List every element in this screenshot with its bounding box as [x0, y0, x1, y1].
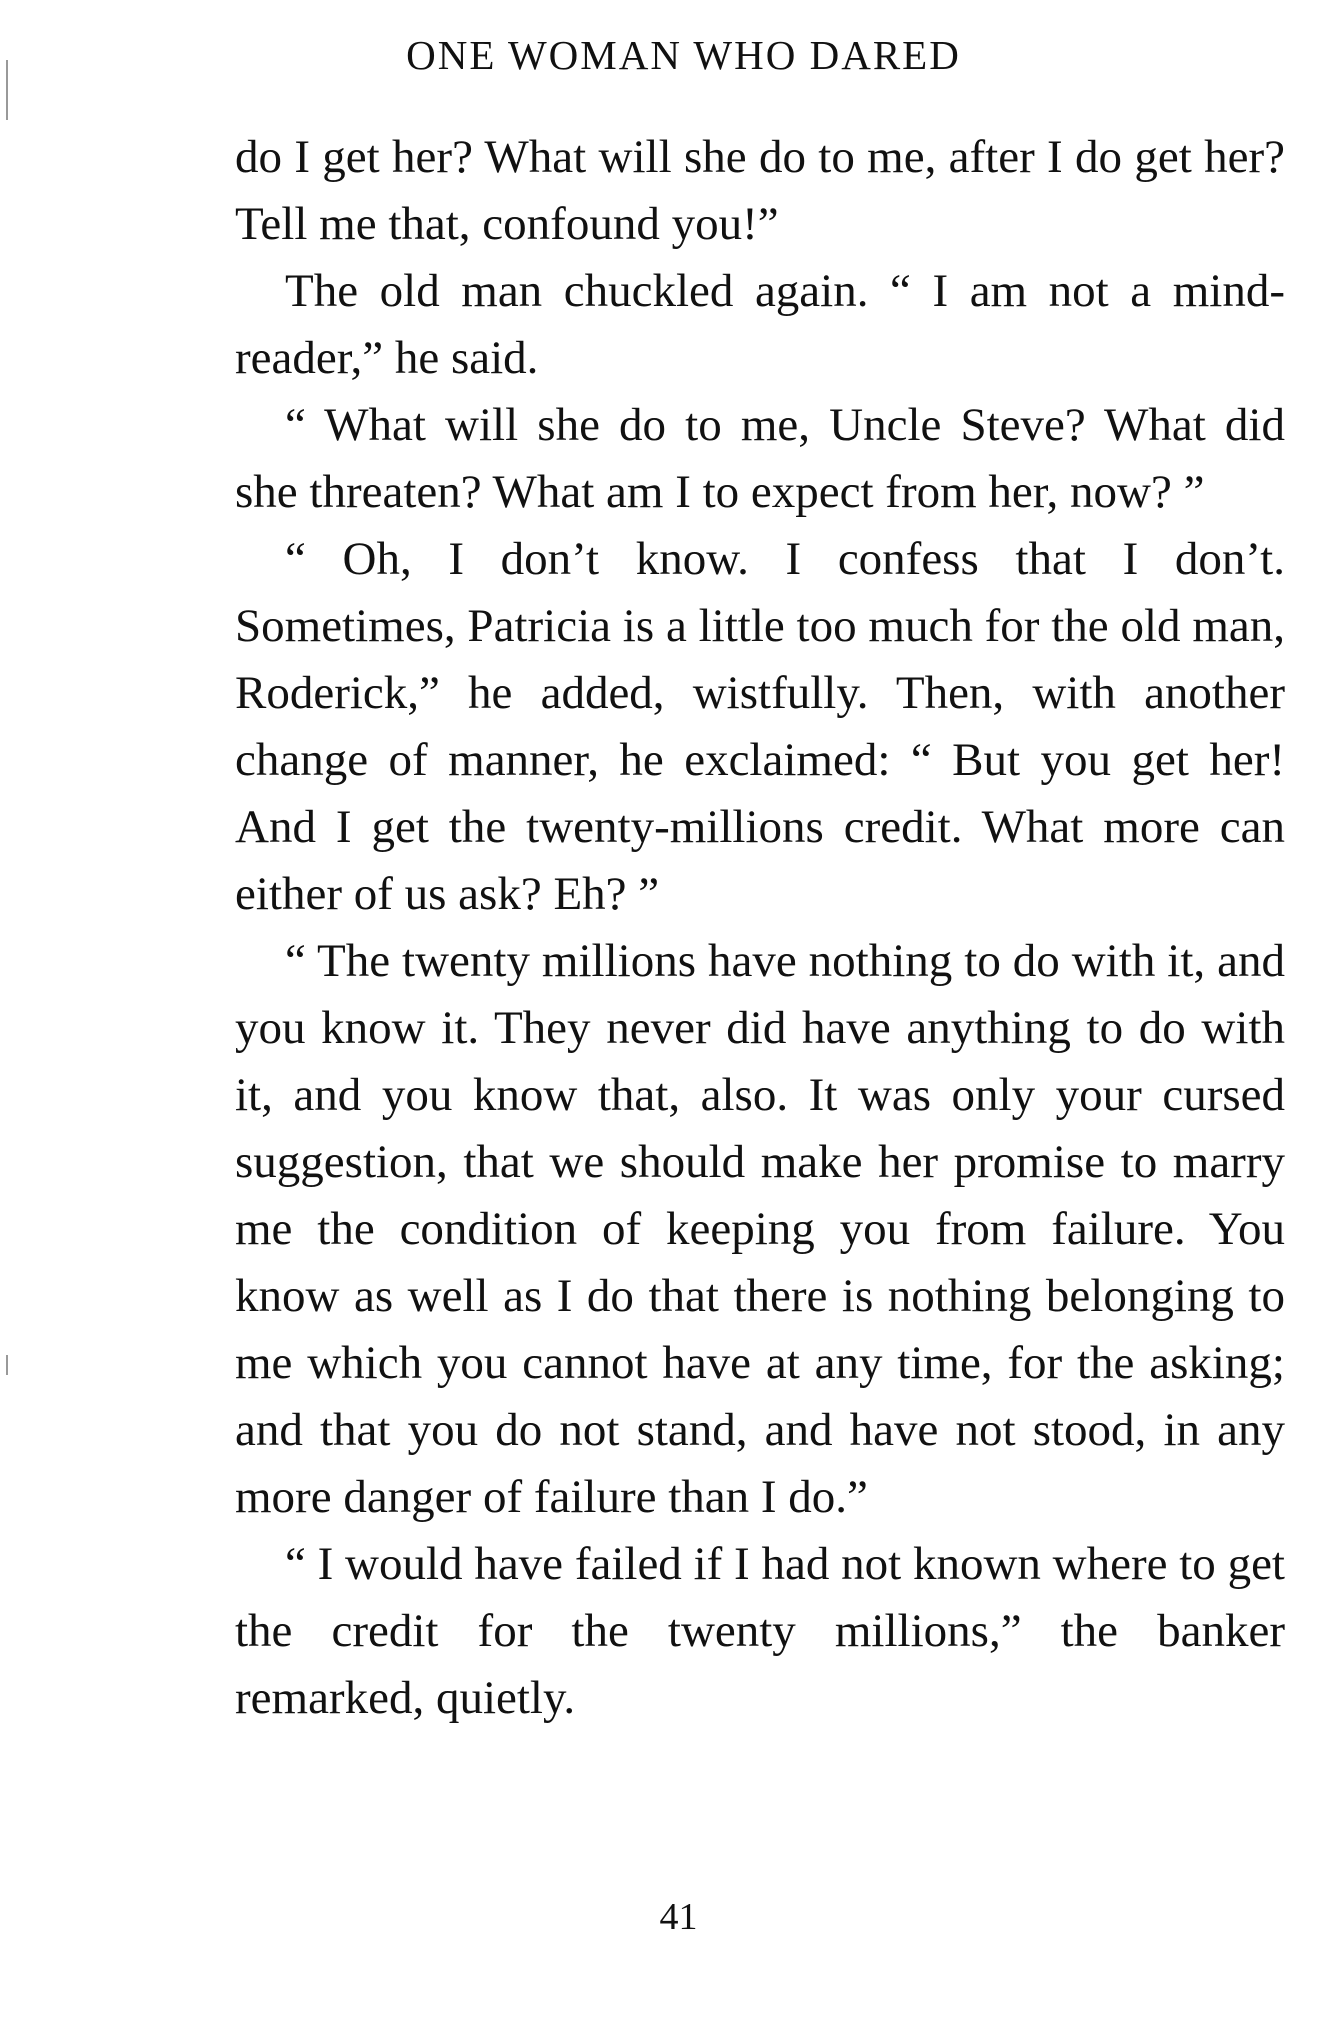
page-number: 41 — [659, 1896, 698, 1938]
paragraph: do I get her? What will she do to me, after I do get her? Tell me that, confound you!” — [235, 131, 1285, 250]
scan-edge-mark — [6, 1355, 8, 1375]
paragraph: The old man chuckled again. “ I am not a mind-reader,” he said. — [235, 265, 1285, 384]
paragraph: “ I would have failed if I had not known where to get the credit for the twenty millions,” the banker remarked, quietly. — [235, 1538, 1285, 1724]
running-head: ONE WOMAN WHO DARED — [406, 32, 961, 78]
paragraph: “ Oh, I don’t know. I confess that I don’t. Sometimes, Patricia is a little too much for the old man, Roderick,” he added, wistfully. Then, with another change of manner, he exclaimed: “ But you get her! And I get the twenty-millions credit. What more can either of us ask? Eh? ” — [235, 533, 1285, 920]
paragraph: “ The twenty millions have nothing to do with it, and you know it. They never did have anything to do with it, and you know that, also. It was only your cursed suggestion, that we should make her promise to marry me the condition of keeping you from failure. You know as well as I do that there is nothing belonging to me which you cannot have at any time, for the asking; and that you do not stand, and have not stood, in any more danger of failure than I do.” — [235, 935, 1285, 1523]
paragraph: “ What will she do to me, Uncle Steve? What did she threaten? What am I to expect from her, now? ” — [235, 399, 1285, 518]
body-text — [235, 124, 1285, 1732]
